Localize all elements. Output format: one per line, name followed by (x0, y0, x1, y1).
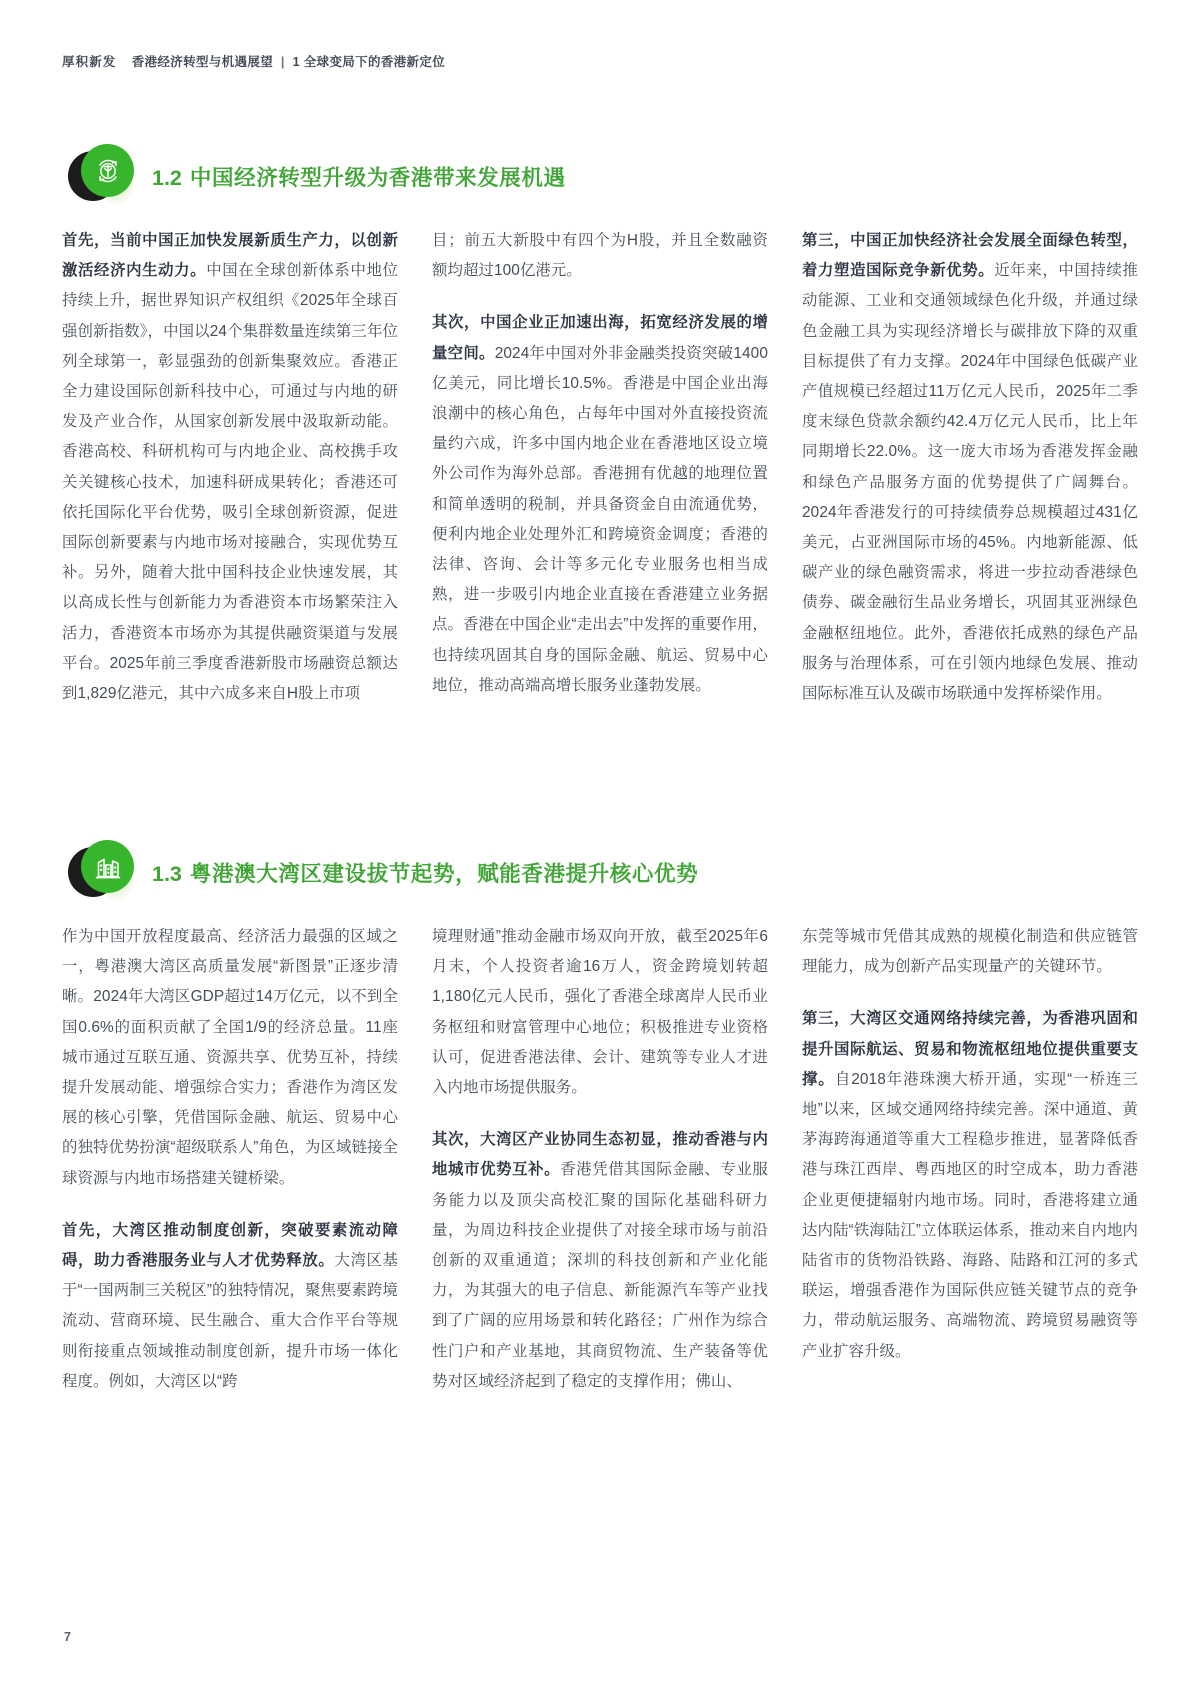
section-1-3-heading (62, 836, 1138, 908)
paragraph-lead: 其次，中国企业正加速出海，拓宽经济发展的增量空间。 (432, 314, 768, 362)
section-1-3-title-text: 粤港澳大湾区建设拔节起势，赋能香港提升核心优势 (189, 861, 699, 886)
icon-green-disc (81, 840, 134, 893)
paragraph-lead: 其次，大湾区产业协同生态初显，推动香港与内地城市优势互补。 (432, 1131, 768, 1179)
section-1-2-title (152, 161, 566, 192)
paragraph-lead: 首先，大湾区推动制度创新，突破要素流动障碍，助力香港服务业与人才优势释放。 (62, 1221, 398, 1270)
section-1-2-columns (62, 226, 1138, 709)
paragraph-lead: 首先，当前中国正加快发展新质生产力，以创新激活经济内生动力。 (62, 232, 398, 280)
running-header-book-title: 厚积新发 (62, 55, 117, 69)
paragraph-lead: 第三，中国正加快经济社会发展全面绿色转型，着力塑造国际竞争新优势。 (802, 232, 1138, 280)
recycle-industry-icon (68, 142, 136, 210)
paragraph (802, 1004, 1138, 1366)
paragraph (802, 922, 1138, 982)
section-1-2-title-text: 中国经济转型升级为香港带来发展机遇 (189, 165, 566, 190)
page-number: 7 (64, 1630, 71, 1644)
section-1-2-column-2 (432, 226, 768, 709)
paragraph-body: 中国在全球创新体系中地位持续上升，据世界知识产权组织《2025年全球百强创新指数》，中国以24个集群数量连续第三年位列全球第一，彰显强劲的创新集聚效应。香港正全力建设国际创新科技中心，可通过与内地的研发及产业合作，从国家创新发展中汲取新动能。香港高校、科研机构可与内地企业、高校携手攻关关键核心技术，加速科研成果转化；香港还可依托国际化平台优势，吸引全球创新资源，促进国际创新要素与内地市场对接融合，实现优势互补。另外，随着大批中国科技企业快速发展，其以高成长性与创新能力为香港资本市场繁荣注入活力，香港资本市场亦为其提供融资渠道与发展平台。2025年前三季度香港新股市场融资总额达到1,829亿港元，其中六成多来自H股上市项 (62, 262, 399, 703)
paragraph (432, 308, 768, 701)
paragraph-body: 自2018年港珠澳大桥开通，实现“一桥连三地”以来，区域交通网络持续完善。深中通道、黄茅海跨海通道等重大工程稳步推进，显著降低香港与珠江西岸、粤西地区的时空成本，助力香港企业更便捷辐射内地市场。同时，香港将建立通达内陆“铁海陆江”立体联运体系，推动来自内地内陆省市的货物沿铁路、海路、陆路和江河的多式联运，增强香港作为国际供应链关键节点的竞争力，带动航运服务、高端物流、跨境贸易融资等产业扩容升级。 (802, 1070, 1139, 1360)
paragraph (432, 922, 768, 1103)
running-header-doc-title: 香港经济转型与机遇展望 (131, 55, 274, 69)
paragraph (432, 1125, 768, 1397)
icon-green-disc (81, 144, 134, 197)
paragraph-body: 香港凭借其国际金融、专业服务能力以及顶尖高校汇聚的国际化基础科研力量，为周边科技企业提供了对接全球市场与前沿创新的双重通道；深圳的科技创新和产业化能力，为其强大的电子信息、新能源汽车等产业找到了广阔的应用场景和转化路径；广州作为综合性门户和产业基地，其商贸物流、生产装备等优势对区域经济起到了稳定的支撑作用；佛山、 (432, 1161, 768, 1390)
running-header-separator: | (280, 55, 285, 69)
paragraph-lead: 第三，大湾区交通网络持续完善，为香港巩固和提升国际航运、贸易和物流枢纽地位提供重要支撑。 (802, 1010, 1138, 1088)
section-1-2-column-1 (62, 226, 398, 709)
paragraph-body: 作为中国开放程度最高、经济活力最强的区域之一，粤港澳大湾区高质量发展“新图景”正逐步清晰。2024年大湾区GDP超过14万亿元，以不到全国0.6%的面积贡献了全国1/9的经济总量。11座城市通过互联互通、资源共享、优势互补，持续提升发展动能、增强综合实力；香港作为湾区发展的核心引擎，凭借国际金融、航运、贸易中心的独特优势扮演“超级联系人”角色，为区域链接全球资源与内地市场搭建关键桥梁。 (62, 928, 398, 1187)
city-buildings-icon (68, 838, 136, 906)
section-1-2 (62, 140, 1138, 709)
paragraph (62, 226, 398, 709)
section-1-3-column-3 (802, 922, 1138, 1397)
section-1-3 (62, 836, 1138, 1397)
section-1-3-title (152, 857, 698, 888)
paragraph-body: 2024年中国对外非金融类投资突破1400亿美元，同比增长10.5%。香港是中国企业出海浪潮中的核心角色，占每年中国对外直接投资流量约六成，许多中国内地企业在香港地区设立境外公司作为海外总部。香港拥有优越的地理位置和简单透明的税制，并具备资金自由流通优势，便利内地企业处理外汇和跨境资金调度；香港的法律、咨询、会计等多元化专业服务也相当成熟，进一步吸引内地企业直接在香港建立业务据点。香港在中国企业“走出去”中发挥的重要作用，也持续巩固其自身的国际金融、航运、贸易中心地位，推动高端高增长服务业蓬勃发展。 (432, 344, 768, 694)
section-1-2-heading (62, 140, 1138, 212)
paragraph (62, 1216, 398, 1397)
section-1-3-column-2 (432, 922, 768, 1397)
section-1-2-column-3 (802, 226, 1138, 709)
paragraph-body: 大湾区基于“一国两制三关税区”的独特情况，聚焦要素跨境流动、营商环境、民生融合、重大合作平台等规则衔接重点领域推动制度创新，提升市场一体化程度。例如，大湾区以“跨 (62, 1252, 399, 1390)
running-header (62, 52, 1138, 70)
section-1-3-column-1 (62, 922, 398, 1397)
paragraph (802, 226, 1138, 709)
paragraph-body: 近年来，中国持续推动能源、工业和交通领域绿色化升级，并通过绿色金融工具为实现经济增长与碳排放下降的双重目标提供了有力支撑。2024年中国绿色低碳产业产值规模已经超过11万亿元人民币，2025年二季度末绿色贷款余额约42.4万亿元人民币，比上年同期增长22.0%。这一庞大市场为香港发挥金融和绿色产品服务方面的优势提供了广阔舞台。2024年香港发行的可持续债券总规模超过431亿美元，占亚洲国际市场的45%。内地新能源、低碳产业的绿色融资需求，将进一步拉动香港绿色债券、碳金融衍生品业务增长，巩固其亚洲绿色金融枢纽地位。此外，香港依托成熟的绿色产品服务与治理体系，可在引领内地绿色发展、推动国际标准互认及碳市场联通中发挥桥梁作用。 (802, 262, 1139, 703)
section-1-3-columns (62, 922, 1138, 1397)
paragraph (432, 226, 768, 286)
paragraph-body: 境理财通”推动金融市场双向开放，截至2025年6月末，个人投资者逾16万人，资金跨境划转超1,180亿元人民币，强化了香港全球离岸人民币业务枢纽和财富管理中心地位；积极推进专业资格认可，促进香港法律、会计、建筑等专业人才进入内地市场提供服务。 (432, 928, 768, 1097)
section-1-3-number: 1.3 (152, 861, 182, 886)
paragraph-body: 目；前五大新股中有四个为H股，并且全数融资额均超过100亿港元。 (432, 232, 768, 280)
section-1-2-number: 1.2 (152, 165, 182, 190)
running-header-chapter: 1 全球变局下的香港新定位 (292, 55, 446, 69)
paragraph (62, 922, 398, 1194)
paragraph-body: 东莞等城市凭借其成熟的规模化制造和供应链管理能力，成为创新产品实现量产的关键环节。 (802, 928, 1138, 976)
